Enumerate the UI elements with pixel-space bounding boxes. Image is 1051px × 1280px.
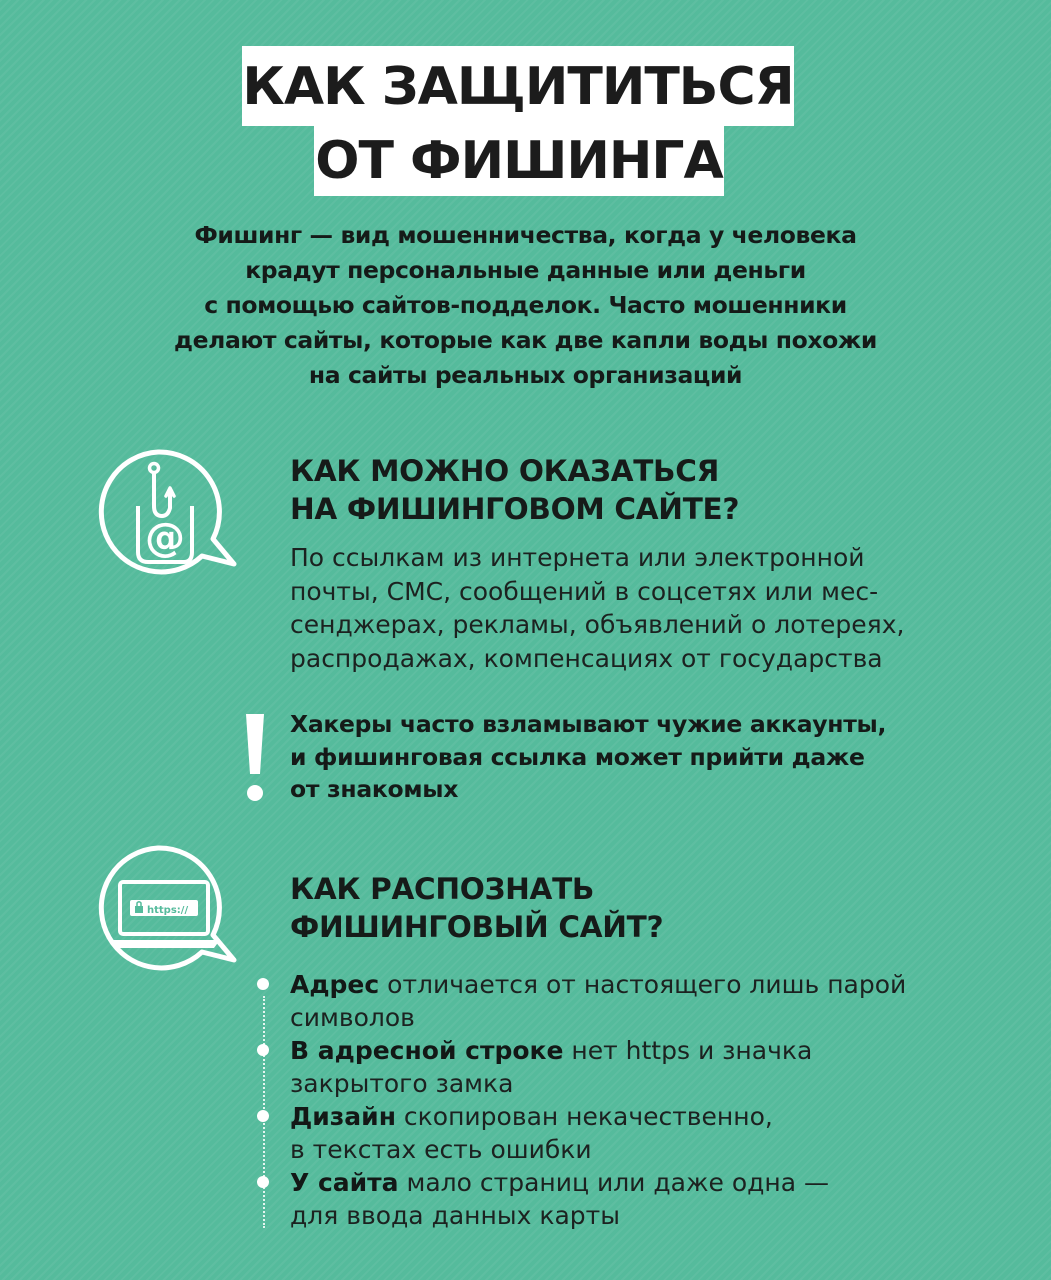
intro-paragraph [60,218,991,393]
hook-at-chat-icon [92,448,242,584]
https-label: https:// [147,905,189,916]
list-item-bold: Дизайн [290,1102,396,1131]
list-item-text: мало страниц или даже одна — [398,1168,830,1197]
title-line-1-text: КАК ЗАЩИТИТЬСЯ [242,57,794,117]
list-item [290,1100,906,1166]
section-1-heading-line: КАК МОЖНО ОКАЗАТЬСЯ [290,454,719,488]
list-item-text: нет https и значка [563,1036,813,1065]
bullet-icon [257,1110,269,1122]
title-line-2-text: ОТ ФИШИНГА [315,131,723,191]
section-1-body-line: сенджерах, рекламы, объявлений о лотереях, [290,610,905,639]
intro-line: с помощью сайтов-подделок. Часто мошенники [204,291,847,319]
warning-line: и фишинговая ссылка может прийти даже [290,742,865,771]
list-item [290,968,906,1034]
list-item-line-2: закрытого замка [290,1069,514,1098]
exclamation-icon [238,712,272,804]
list-item [290,1034,906,1100]
bullet-icon [257,1044,269,1056]
section-1-heading [290,452,739,528]
section-1-body-line: почты, СМС, сообщений в соцсетях или мес- [290,576,879,606]
intro-line: крадут персональные данные или деньги [245,256,806,284]
list-item [290,1166,906,1232]
page-title-line-2 [314,126,724,196]
section-1-body [290,541,904,675]
bullet-icon [257,1176,269,1188]
section-1-heading-line: НА ФИШИНГОВОМ САЙТЕ? [290,492,740,526]
intro-line: Фишинг — вид мошенничества, когда у человека [194,221,857,249]
section-2-heading-line: ФИШИНГОВЫЙ САЙТ? [290,910,664,944]
intro-line: делают сайты, которые как две капли воды похожи [174,326,877,354]
section-2-heading-line: КАК РАСПОЗНАТЬ [290,872,595,906]
section-1-body-line: По ссылкам из интернета или электронной [290,543,865,572]
list-item-text: отличается от настоящего лишь парой [379,970,907,999]
phishing-signs-list [290,968,906,1232]
list-item-line-2: в текстах есть ошибки [290,1135,592,1164]
list-item-line-2: символов [290,1003,415,1032]
page-title-line-1 [242,46,794,126]
list-item-bold: Адрес [290,970,380,999]
section-1-body-line: распродажах, компенсациях от государства [290,643,883,673]
bullet-icon [257,978,269,990]
svg-text:@: @ [145,515,185,561]
warning-line: от знакомых [290,775,459,803]
section-2-heading [290,870,663,946]
list-item-bold: В адресной строке [290,1036,564,1065]
list-item-line-2: для ввода данных карты [290,1201,620,1230]
warning-text [290,708,886,806]
warning-line: Хакеры часто взламывают чужие аккаунты, [290,710,887,738]
list-item-text: скопирован некачественно, [395,1102,773,1131]
intro-line: на сайты реальных организаций [308,361,743,389]
laptop-https-chat-icon [92,844,242,980]
list-item-bold: У сайта [290,1168,399,1197]
